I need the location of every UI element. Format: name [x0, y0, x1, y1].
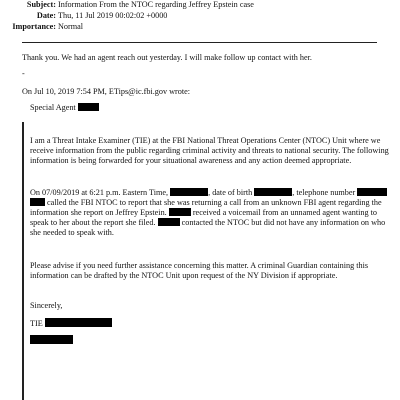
redaction-caller-name — [170, 188, 208, 196]
salutation-text: Special Agent — [30, 103, 76, 112]
date-row — [0, 11, 400, 21]
date-label: Date: — [36, 11, 56, 20]
reply-text: Thank you. We had an agent reach out yesterday. I will make follow up contact with her. — [22, 53, 312, 62]
header-divider — [22, 42, 377, 43]
p2-line-3 — [30, 208, 377, 218]
redaction-tie-name — [45, 318, 112, 327]
p2-line-4 — [30, 218, 385, 228]
signature-prefix: TIE — [30, 319, 43, 328]
importance-value: Normal — [58, 22, 84, 31]
p3-line-2: information can be drafted by the NTOC Unit upon request of the NY Division if appropriate. — [30, 271, 338, 280]
p2-line-2 — [30, 198, 382, 208]
p2-line-5: she needed to speak with. — [30, 228, 114, 237]
p2-l4-a: speak to her about the report she filed. — [30, 218, 156, 227]
subject-label: Subject: — [26, 0, 56, 9]
redaction-dob — [254, 188, 292, 196]
p2-l2-a: called the FBI NTOC to report that she was returning a call from an unknown FBI agent regarding the — [47, 198, 382, 207]
p1-line-2: receive information from the public regarding criminal activity and threats to national security. The following — [30, 146, 389, 155]
p2-line-1 — [30, 188, 387, 198]
reply-dash: - — [22, 69, 25, 78]
importance-label: Importance: — [12, 22, 56, 31]
redaction-caller-name-4 — [158, 218, 180, 226]
p2-l1-b: , date of birth — [208, 188, 253, 197]
quoted-intro — [22, 87, 190, 97]
redaction-phone — [357, 188, 387, 196]
redaction-caller-name-2 — [30, 198, 45, 206]
p3-line-1: Please advise if you need further assistance concerning this matter. A criminal Guardian containing this — [30, 261, 369, 270]
signature-line — [30, 318, 112, 328]
closing: Sincerely, — [30, 301, 63, 310]
redaction-tie-id — [30, 335, 73, 344]
salutation — [30, 103, 99, 113]
redaction-caller-name-3 — [169, 208, 191, 216]
p2-l3-a: information she report on Jeffrey Epstein. — [30, 208, 167, 217]
redaction-agent-name — [78, 103, 99, 111]
p1-line-1: I am a Threat Intake Examiner (TIE) at the FBI National Threat Operations Center (NTOC) Unit where we — [30, 136, 381, 145]
subject-row — [0, 0, 400, 10]
p2-l1-a: On 07/09/2019 at 6:21 p.m. Eastern Time, — [30, 188, 169, 197]
date-value: Thu, 11 Jul 2019 00:02:02 +0000 — [58, 11, 168, 20]
quoted-intro-text: On Jul 10, 2019 7:54 PM, ETips@ic.fbi.gov wrote: — [22, 87, 191, 96]
p2-l3-b: received a voicemail from an unnamed agent wanting to — [192, 208, 377, 217]
p2-l4-b: contacted the NTOC but did not have any information on who — [181, 218, 386, 227]
p1-line-3: information is being forwarded for your situational awareness and any action deemed appropriate. — [30, 156, 352, 165]
p2-l1-c: , telephone number — [292, 188, 356, 197]
quote-bar — [22, 122, 24, 400]
subject-value: Information From the NTOC regarding Jeffrey Epstein case — [58, 0, 254, 9]
importance-row — [0, 22, 400, 32]
